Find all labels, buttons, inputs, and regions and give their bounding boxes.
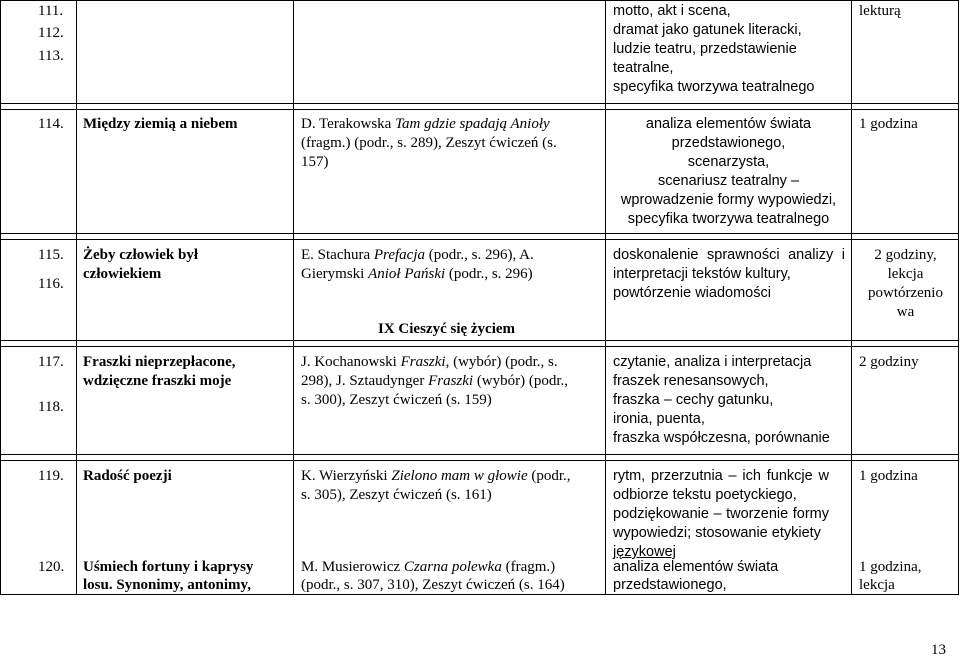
content-line: dramat jako gatunek literacki, [613, 22, 802, 38]
row-divider [0, 233, 959, 234]
content-line: powtórzenie wiadomości [613, 285, 771, 301]
content-cell [613, 246, 845, 303]
hours: lekcja [887, 266, 924, 282]
lesson-topic: Między ziemią a niebem [83, 116, 238, 132]
text-line: K. Wierzyński Zielono mam w głowie (podr., [301, 468, 571, 484]
content-line: scenariusz teatralny – [657, 173, 800, 189]
content-line: odbiorze tekstu poetyckiego, [613, 487, 797, 503]
content-line: analiza elementów świata [613, 559, 779, 575]
row-divider [0, 0, 959, 1]
content-line: czytanie, analiza i interpretacja [613, 354, 812, 370]
content-line: doskonalenie sprawności analizy i [613, 247, 845, 263]
content-line: ironia, puenta, [613, 411, 705, 427]
text-line: s. 305), Zeszyt ćwiczeń (s. 161) [301, 487, 492, 503]
text-line: Gierymski Anioł Pański (podr., s. 296) [301, 266, 533, 282]
hours: 2 godziny [859, 354, 919, 370]
section-heading: IX Cieszyć się życiem [378, 321, 516, 337]
lesson-topic: Fraszki nieprzepłacone, [83, 354, 236, 370]
lesson-number: 119. [38, 468, 64, 484]
content-line: rytm, przerzutnia – ich funkcje w [613, 468, 829, 484]
lesson-number: 115. [38, 247, 64, 263]
row-divider [0, 239, 959, 240]
content-line: specyfika tworzywa teatralnego [627, 211, 830, 227]
content-line: przedstawionego, [671, 135, 786, 151]
content-line: przedstawionego, [613, 577, 727, 593]
lesson-topic: człowiekiem [83, 266, 162, 282]
text-line: 157) [301, 154, 329, 170]
content-line: fraszek renesansowych, [613, 373, 769, 389]
row-divider [0, 454, 959, 455]
content-cell [606, 115, 851, 229]
hours: wa [896, 304, 915, 320]
content-line: interpretacji tekstów kultury, [613, 266, 791, 282]
column-divider [76, 0, 77, 595]
row-divider [0, 460, 959, 461]
content-line: motto, akt i scena, [613, 3, 731, 19]
page-number: 13 [931, 642, 946, 658]
row-divider [0, 109, 959, 110]
content-line: teatralne, [613, 60, 674, 76]
text-line: (podr., s. 307, 310), Zeszyt ćwiczeń (s. 164) [301, 577, 565, 593]
content-line: fraszka współczesna, porównanie [613, 430, 830, 446]
lesson-number: 113. [38, 48, 64, 64]
column-divider [0, 0, 1, 595]
lesson-topic: wdzięczne fraszki moje [83, 373, 232, 389]
content-cell [613, 467, 829, 562]
text-line: J. Kochanowski Fraszki, (wybór) (podr., s. [301, 354, 558, 370]
content-line: ludzie teatru, przedstawienie [613, 41, 797, 57]
lesson-number: 118. [38, 399, 64, 415]
column-divider [605, 0, 606, 595]
hours: 2 godziny, [874, 247, 937, 263]
text-line: (fragm.) (podr., s. 289), Zeszyt ćwiczeń (s. [301, 135, 557, 151]
text-line: s. 300), Zeszyt ćwiczeń (s. 159) [301, 392, 492, 408]
content-line: fraszka – cechy gatunku, [613, 392, 774, 408]
hours: 1 godzina, [859, 559, 922, 575]
text-line: 298), J. Sztaudynger Fraszki (wybór) (podr., [301, 373, 569, 389]
row-divider [0, 340, 959, 341]
content-line: podziękowanie – tworzenie formy [613, 506, 829, 522]
content-line: językowej [613, 544, 676, 560]
lesson-topic: Radość poezji [83, 468, 172, 484]
lesson-number: 111. [38, 3, 64, 19]
lesson-topic: Żeby człowiek był [83, 247, 198, 263]
hours: powtórzenio [868, 285, 943, 301]
lesson-number: 114. [38, 116, 64, 132]
hours: lekcja [859, 577, 895, 593]
content-line: analiza elementów świata [645, 116, 812, 132]
hours: lekturą [859, 3, 901, 19]
content-line: scenarzysta, [687, 154, 770, 170]
lesson-topic: Uśmiech fortuny i kaprysy [83, 559, 254, 575]
row-divider [0, 346, 959, 347]
content-line: wypowiedzi; stosowanie etykiety [613, 525, 821, 541]
column-divider [293, 0, 294, 595]
row-divider [0, 103, 959, 104]
content-line: specyfika tworzywa teatralnego [613, 79, 815, 95]
lesson-topic: losu. Synonimy, antonimy, [83, 577, 251, 593]
text-line: M. Musierowicz Czarna polewka (fragm.) [301, 559, 556, 575]
text-line: E. Stachura Prefacja (podr., s. 296), A. [301, 247, 534, 263]
lesson-number: 117. [38, 354, 64, 370]
lesson-number: 120. [38, 559, 65, 575]
content-line: wprowadzenie formy wypowiedzi, [620, 192, 837, 208]
hours-cell [852, 246, 959, 322]
hours: 1 godzina [859, 468, 918, 484]
lesson-number: 112. [38, 25, 64, 41]
text-line: D. Terakowska Tam gdzie spadają Anioły [301, 116, 550, 132]
hours: 1 godzina [859, 116, 918, 132]
lesson-number: 116. [38, 276, 64, 292]
